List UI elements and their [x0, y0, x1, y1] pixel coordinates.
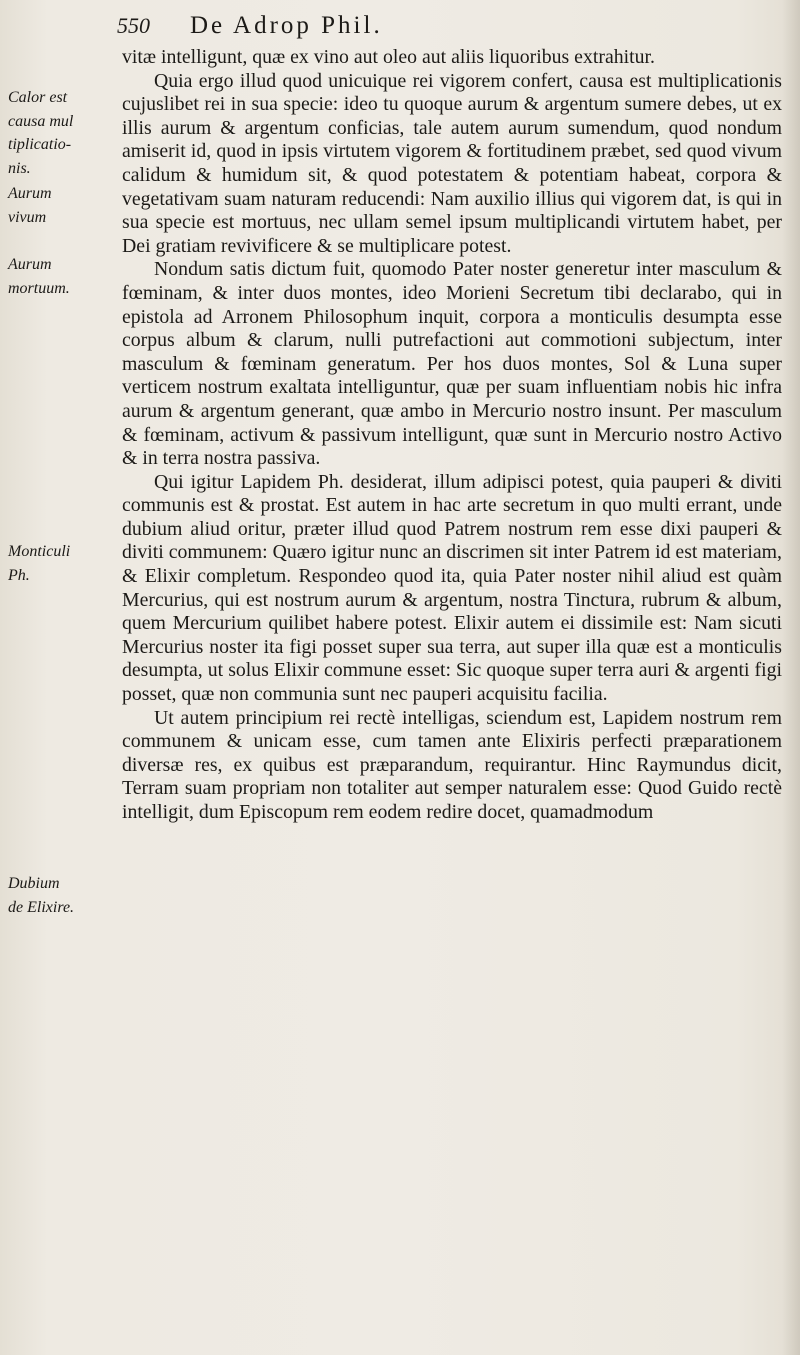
- page-edge-shadow: [782, 0, 800, 1355]
- margin-note-line: tiplicatio-: [8, 136, 72, 154]
- margin-note-line: Aurum: [8, 256, 52, 273]
- paragraph: Quia ergo illud quod unicuique rei vigorem confert, causa est multiplicationis cujuslibet rei in sua specie: ideo tu quoque aurum & argentum sumere debes, ut ex illis aurum & argentum conficias, tale autem aurum sumendum, quod nondum amiserit id, quod in ipsis virtutem vigorem & fortitudinem præbet, sed quod vivum calidum & humidum sit, & quod potestatem & potentiam habeat, corpora & vegetativam suam naturam reducendi: Nam auxilio illius qui vigorem dat, is qui in sua specie est mortuus, nec ullam semel ipsum multiplicandi virtutem habet, per Dei gratiam revivificere & se multiplicare potest.: [122, 69, 782, 257]
- margin-note-line: de Elixire.: [8, 898, 75, 916]
- margin-note-dubium: [8, 872, 74, 919]
- paragraph: vitæ intelligunt, quæ ex vino aut oleo aut aliis liquoribus extrahitur.: [122, 46, 655, 68]
- margin-note-line: Monticuli: [8, 543, 71, 560]
- running-title: De Adrop Phil.: [190, 12, 383, 39]
- margin-note-monticuli: [8, 540, 70, 587]
- paragraph: Ut autem principium rei rectè intelligas, sciendum est, Lapidem nostrum rem communem & unicam esse, cum tamen ante Elixiris perfecti præparationem diversæ res, ex quibus est præparandum, requirantur. Hinc Raymundus dicit, Terram suam propriam non totaliter aut semper naturalem esse: Quod Guido rectè intelligit, dum Episcopum rem eodem redire docet, quamadmodum: [122, 706, 782, 823]
- page-number: 550: [117, 13, 150, 38]
- margin-note-aurum-mortuum: [8, 253, 70, 300]
- margin-note-line: vivum: [8, 208, 47, 226]
- margin-note-line: Ph.: [8, 566, 30, 584]
- margin-note-line: Calor est: [8, 89, 68, 106]
- margin-note-line: Dubium: [8, 875, 60, 892]
- margin-note-aurum-vivum: [8, 182, 52, 229]
- paragraph: Nondum satis dictum fuit, quomodo Pater noster generetur inter masculum & fœminam, & inter duos montes, ideo Morieni Secretum tibi declarabo, qui in epistola ad Arronem Philosophum inquit, corpora a monticulis desumpta esse corpus album & clarum, nulli putrefactioni aut commotioni subjectum, inter masculum & fœminam generatum. Per hos duos montes, Sol & Luna super verticem nostrum exaltata intelliguntur, quæ per suam influentiam nobis hic infra aurum & argentum generant, quæ ambo in Mercurio nostro insunt. Per masculum & fœminam, activum & passivum intelligunt, quæ sunt in Mercurio nostro Activo & in terra nostra passiva.: [122, 258, 782, 470]
- margin-note-line: Aurum: [8, 185, 52, 202]
- margin-note-line: mortuum.: [8, 279, 70, 297]
- margin-note-line: causa mul: [8, 112, 74, 130]
- paragraph: Qui igitur Lapidem Ph. desiderat, illum adipisci potest, quia pauperi & diviti communis est & prostat. Est autem in hac arte secretum in quo multi errant, unde dubium aliud oritur, præter illud quod Patrem nostrum rem esse dixi pauperi & diviti communem: Quæro igitur nunc an discrimen sit inter Patrem id est materiam, & Elixir completum. Respondeo quod ita, quia Pater noster nihil aliud est quàm Mercurius, qui est nostrum aurum & argentum, nostra Tinctura, rubrum & album, quem Mercurium quilibet habere potest. Elixir autem ei dissimile est: Nam sicuti Mercurius noster ita figi posset super sua terra, aut super illa quæ est a monticulis desumpta, ut solus Elixir commune esset: Sic quoque super terra auri & argenti figi posset, quæ non communia sunt nec pauperi acquisitu facilia.: [122, 470, 782, 706]
- page-header: [117, 12, 757, 48]
- margin-notes: [8, 0, 120, 1355]
- main-text: [122, 46, 782, 825]
- margin-note-calor: [8, 86, 73, 180]
- margin-note-line: nis.: [8, 159, 31, 177]
